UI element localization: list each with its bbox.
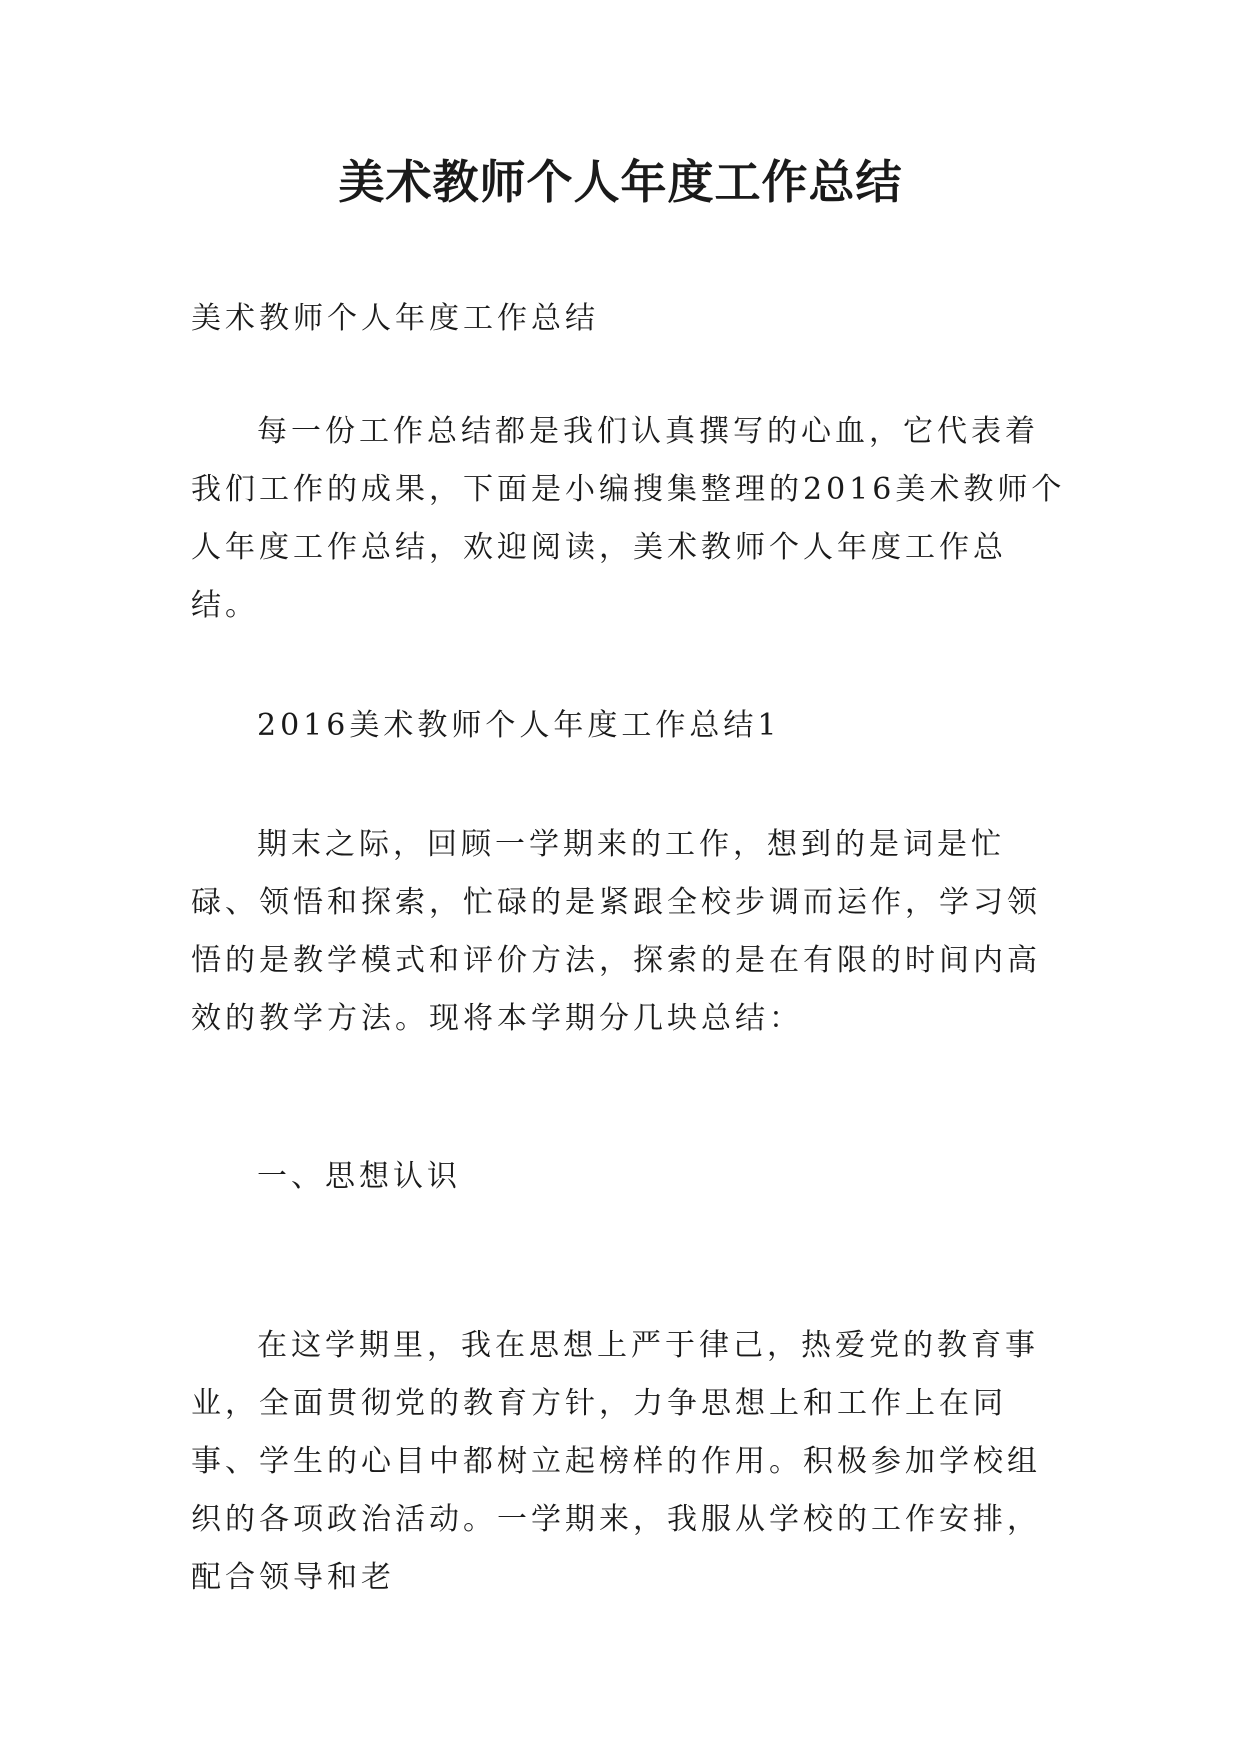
- thought-paragraph: 在这学期里，我在思想上严于律己，热爱党的教育事业，全面贯彻党的教育方针，力争思想上和工作上在同事、学生的心目中都树立起榜样的作用。积极参加学校组织的各项政治活动。一学期来，我服从学校的工作安排，配合领导和老: [191, 1328, 1041, 1595]
- review-paragraph: 期末之际，回顾一学期来的工作，想到的是词是忙碌、领悟和探索，忙碌的是紧跟全校步调而运作，学习领悟的是教学模式和评价方法，探索的是在有限的时间内高效的教学方法。现将本学期分几块总结：: [191, 827, 1041, 1036]
- document-subtitle: 美术教师个人年度工作总结: [191, 301, 599, 336]
- topic-heading: 一、思想认识: [257, 1159, 461, 1194]
- section-heading: 2016美术教师个人年度工作总结1: [257, 708, 781, 743]
- intro-paragraph: 每一份工作总结都是我们认真撰写的心血，它代表着我们工作的成果，下面是小编搜集整理的2016美术教师个人年度工作总结，欢迎阅读，美术教师个人年度工作总结。: [191, 414, 1066, 623]
- document-title: 美术教师个人年度工作总结: [338, 155, 903, 209]
